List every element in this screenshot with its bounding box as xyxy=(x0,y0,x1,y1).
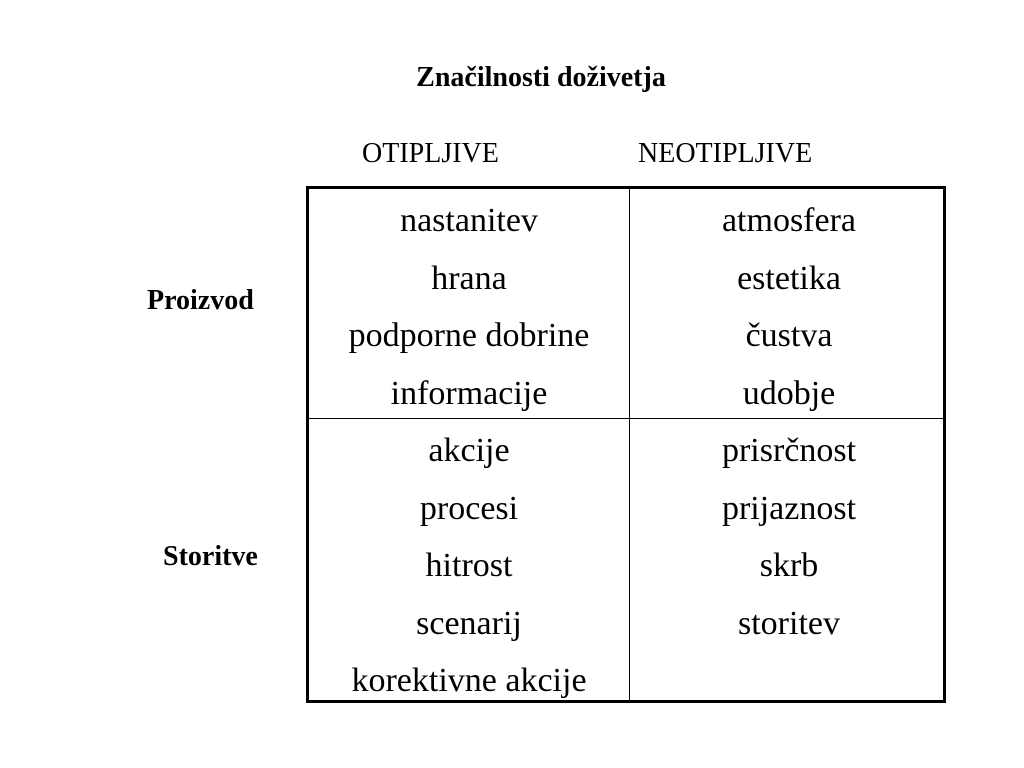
diagram-title: Značilnosti doživetja xyxy=(416,62,666,93)
cell-item: hitrost xyxy=(425,547,513,584)
cell-item: estetika xyxy=(737,259,841,297)
cell-item: storitev xyxy=(738,604,840,642)
cell-item: prisrčnost xyxy=(721,432,857,469)
cell-item: informacije xyxy=(390,374,548,412)
cell-item: scenarij xyxy=(416,604,522,642)
cell-product-intangible xyxy=(629,192,949,422)
cell-service-intangible xyxy=(629,422,949,652)
cell-item: akcije xyxy=(428,432,510,469)
row-header-service: Storitve xyxy=(163,541,258,572)
cell-item: nastanitev xyxy=(400,202,538,239)
cell-item: čustva xyxy=(745,317,833,354)
cell-item: hrana xyxy=(431,259,507,297)
cell-item: atmosfera xyxy=(721,202,857,239)
column-header-tangible: OTIPLJIVE xyxy=(362,138,499,169)
experience-matrix xyxy=(306,186,946,703)
cell-item: skrb xyxy=(759,547,819,584)
cell-item: podporne dobrine xyxy=(348,317,590,354)
cell-item: procesi xyxy=(419,489,519,527)
cell-item: korektivne akcije xyxy=(351,662,587,699)
row-header-product: Proizvod xyxy=(147,285,254,316)
cell-service-tangible xyxy=(309,422,629,710)
cell-item: udobje xyxy=(742,374,836,412)
cell-product-tangible xyxy=(309,192,629,422)
cell-item: prijaznost xyxy=(721,489,857,527)
column-header-intangible: NEOTIPLJIVE xyxy=(638,138,813,169)
